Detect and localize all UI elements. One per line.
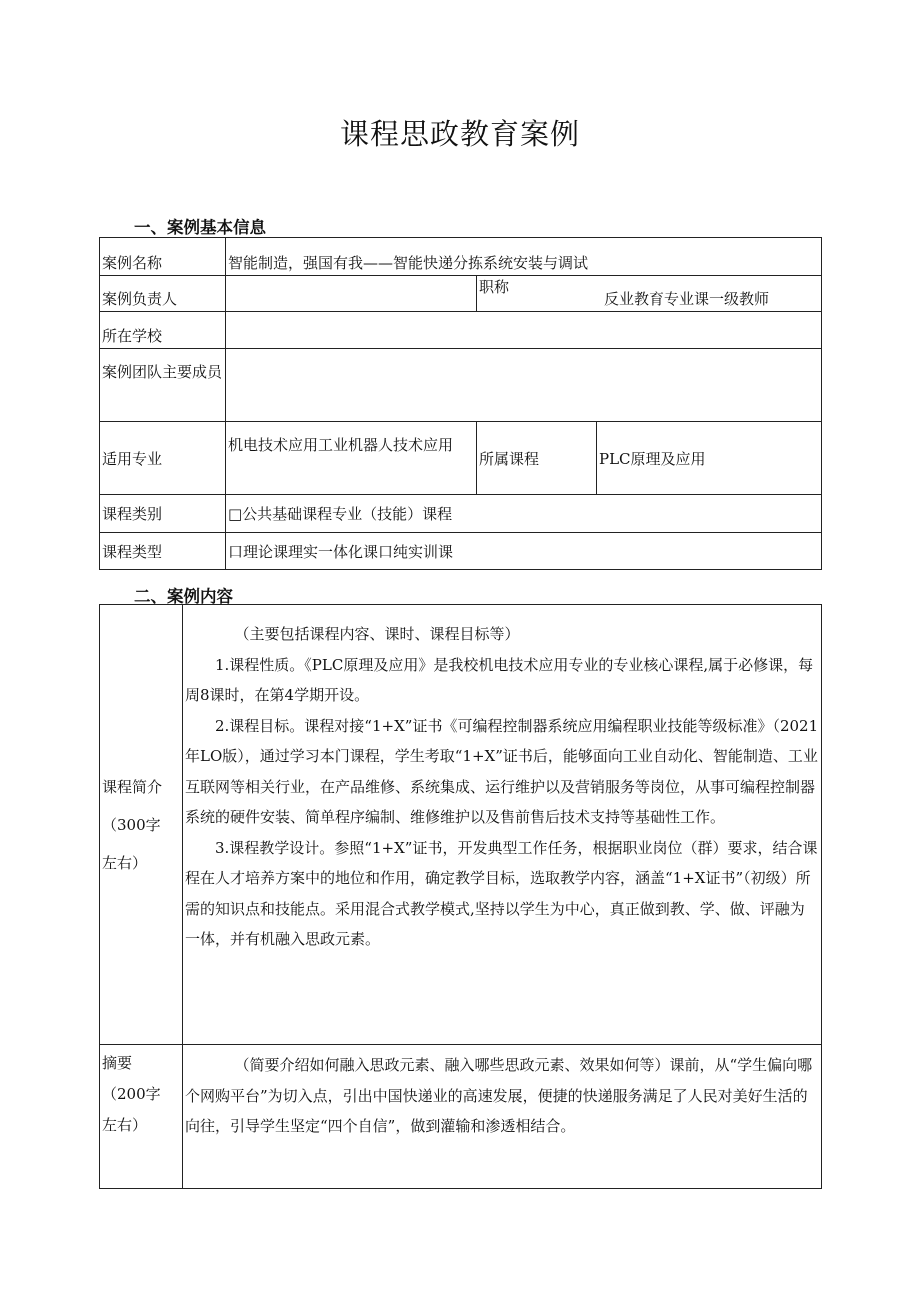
- abstract-label-line-3: 左右）: [102, 1116, 148, 1134]
- category-value: □公共基础课程专业（技能）课程: [226, 495, 822, 533]
- case-name-value: 智能制造，强国有我——智能快递分拣系统安装与调试: [226, 238, 822, 276]
- major-label: 适用专业: [100, 422, 226, 495]
- intro-label: [100, 605, 183, 1045]
- type-value: 口理论课理实一体化课口纯实训课: [226, 533, 822, 570]
- intro-label-line-2: （300字: [102, 815, 161, 834]
- abstract-paragraph: （简要介绍如何融入思政元素、融入哪些思政元素、效果如何等）课前，从“学生偏向哪个网购平台”为切入点，引出中国快递业的高速发展，便捷的快递服务满足了人民对美好生活的向往，引导学生坚定“四个自信”，做到灌输和渗透相结合。: [185, 1056, 813, 1135]
- row-intro: [100, 605, 822, 1045]
- course-value: PLC原理及应用: [597, 422, 822, 495]
- section-heading-content: 二、案例内容: [134, 587, 233, 606]
- row-school: [100, 312, 822, 349]
- type-label: 课程类型: [100, 533, 226, 570]
- row-category: [100, 495, 822, 533]
- section-heading-basic-info: 一、案例基本信息: [134, 218, 266, 237]
- intro-hint: （主要包括课程内容、课时、课程目标等）: [234, 625, 520, 643]
- intro-label-line-3: 左右）: [102, 853, 148, 872]
- abstract-label-line-1: 摘要: [102, 1054, 133, 1072]
- title-cell: [477, 276, 822, 312]
- intro-paragraph-3: 3.课程教学设计。参照“1+X”证书，开发典型工作任务，根据职业岗位（群）要求，结合课程在人才培养方案中的地位和作用，确定教学目标，选取教学内容，涵盖“1+X证书”（初级）所需的知识点和技能点。采用混合式教学模式,坚持以学生为中心，真正做到教、学、做、评融为一体，并有机融入思政元素。: [185, 838, 818, 948]
- team-label: 案例团队主要成员: [100, 349, 226, 422]
- row-team: [100, 349, 822, 422]
- team-value: [226, 349, 822, 422]
- abstract-content: [183, 1045, 822, 1189]
- case-name-label: 案例名称: [100, 238, 226, 276]
- title-label: 职称: [479, 278, 510, 296]
- title-value: 反业教育专业课一级教师: [603, 290, 769, 308]
- content-table: [99, 604, 822, 1189]
- intro-paragraph-1: 1.课程性质。《PLC原理及应用》是我校机电技术应用专业的专业核心课程,属于必修课，每周8课时，在第4学期开设。: [185, 655, 814, 704]
- intro-content: [183, 605, 822, 1045]
- leader-value: [226, 276, 477, 312]
- basic-info-table: [99, 237, 822, 570]
- intro-label-line-1: 课程简介: [102, 777, 163, 796]
- intro-paragraph-2: 2.课程目标。课程对接“1+X”证书《可编程控制器系统应用编程职业技能等级标准》（2021年LO版），通过学习本门课程，学生考取“1+X”证书后，能够面向工业自动化、智能制造、工业互联网等相关行业，在产品维修、系统集成、运行维护以及营销服务等岗位，从事可编程控制器系统的硬件安装、简单程序编制、维修维护以及售前售后技术支持等基础性工作。: [185, 716, 819, 826]
- major-value: 机电技术应用工业机器人技术应用: [226, 422, 477, 495]
- school-value: [226, 312, 822, 349]
- row-leader: [100, 276, 822, 312]
- row-type: [100, 533, 822, 570]
- row-case-name: [100, 238, 822, 276]
- leader-label: 案例负责人: [100, 276, 226, 312]
- school-label: 所在学校: [100, 312, 226, 349]
- document-title: 课程思政教育案例: [339, 117, 580, 151]
- category-label: 课程类别: [100, 495, 226, 533]
- abstract-label: [100, 1045, 183, 1189]
- abstract-label-line-2: （200字: [102, 1085, 161, 1103]
- row-major: [100, 422, 822, 495]
- course-label: 所属课程: [477, 422, 597, 495]
- row-abstract: [100, 1045, 822, 1189]
